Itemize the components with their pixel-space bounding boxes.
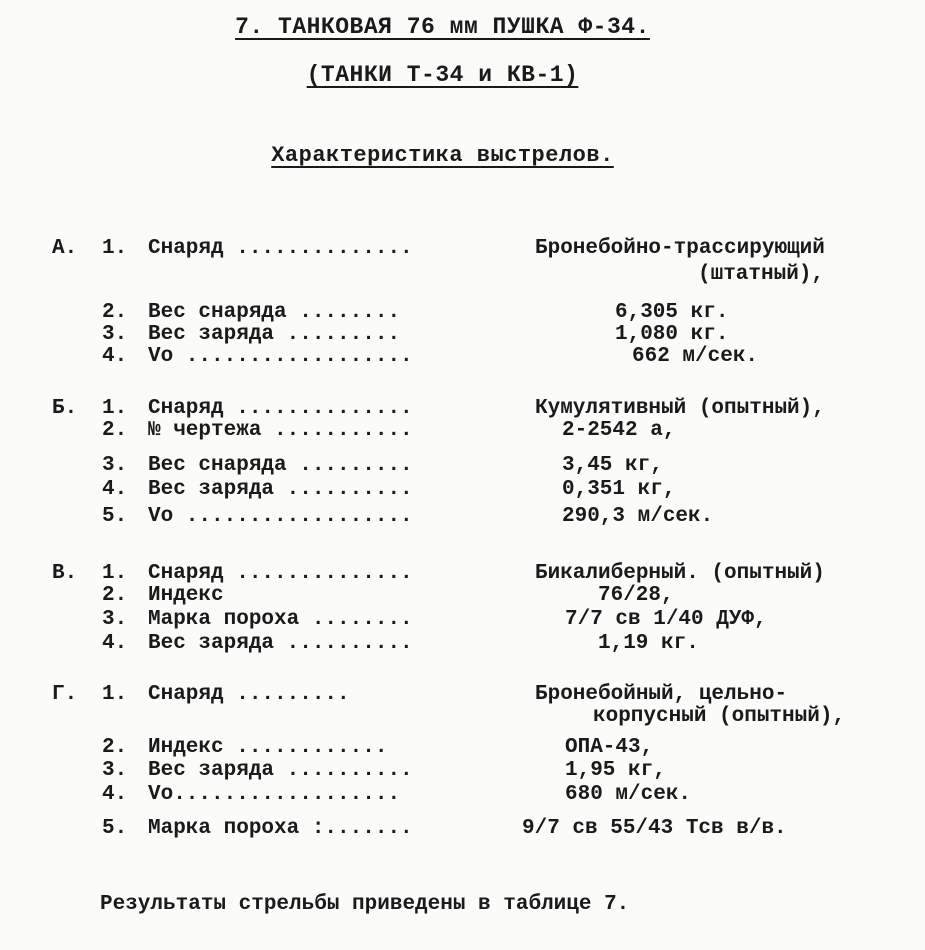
row-label: Снаряд .............. bbox=[148, 237, 413, 260]
document-title: 7. ТАНКОВАЯ 76 мм ПУШКА Ф-34. bbox=[235, 14, 650, 40]
document-page: 7. ТАНКОВАЯ 76 мм ПУШКА Ф-34. (ТАНКИ Т-34 и КВ-1) Характеристика выстрелов. А. 1. Снаряд .............. Бронебойно-трассирующий (штатный), 2. Вес снаряда ........ 6,305 кг. 3. Вес заряда ......... 1,080 кг. 4. Vо .................. 662 м/сек. Б. 1. Снаряд .............. Кумулятивный (опытный), 2. № чертежа ........... 2-2542 а, 3. Вес снаряда ......... 3,45 кг, 4. Вес заряда .......... 0,351 кг, 5. Vо .................. 290,3 м/сек. В. 1. Снаряд .............. Бикалиберный. (опытный) 2. Индекс 76/28, 3. Марка пороха ........ 7/7 св 1/40 ДУФ, 4. Вес заряда .......... 1,19 кг. Г. 1. Снаряд ......... Бронебойный, цельно- корпусный (опытный), 2. Индекс ............ ОПА-43, 3. Вес заряда .......... 1,95 кг, 4. Vо.................. 680 м/сек. 5. Марка пороха :....... 9/7 св 55/43 Тсв в/в. Результаты стрельбы приведены в таблице 7. bbox=[0, 0, 925, 950]
row-value-continued: (штатный), bbox=[698, 263, 825, 286]
row-value: Бронебойно-трассирующий bbox=[535, 237, 825, 260]
row-number: 1. bbox=[102, 237, 128, 260]
footer-note: Результаты стрельбы приведены в таблице 7. bbox=[100, 893, 630, 916]
group-letter: А. bbox=[52, 237, 78, 260]
document-subtitle: (ТАНКИ Т-34 и КВ-1) bbox=[306, 62, 579, 88]
section-heading: Характеристика выстрелов. bbox=[271, 143, 614, 168]
